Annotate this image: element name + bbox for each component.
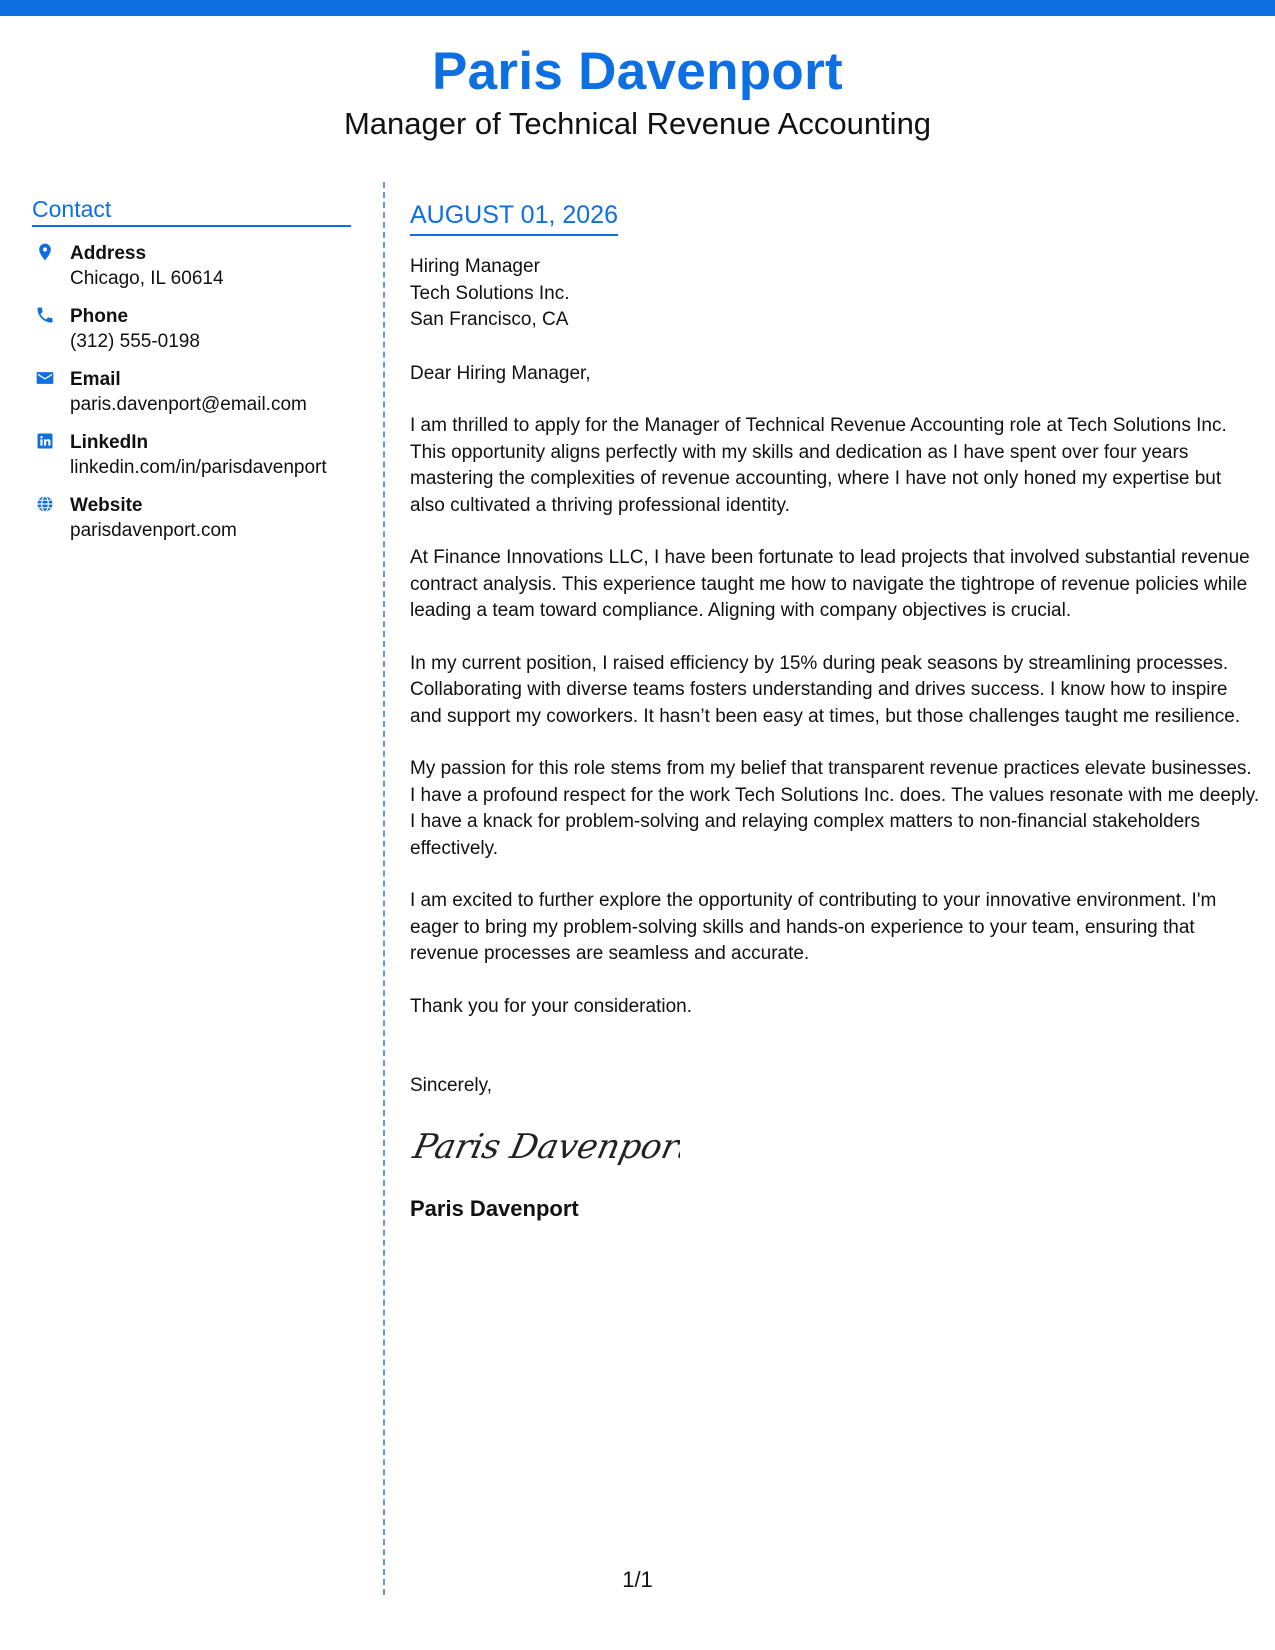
phone-icon: [35, 305, 55, 325]
page-number: 1/1: [622, 1567, 653, 1592]
contact-value: paris.davenport@email.com: [70, 394, 307, 415]
recipient-line: San Francisco, CA: [410, 309, 569, 330]
greeting: Dear Hiring Manager,: [410, 362, 591, 384]
letter-paragraph: I am excited to further explore the opportunity of contributing to your innovative environment. I'm eager to bring my problem-solving skills and hands-on experience to your team, ensuring that revenue processes are seamless and accurate.: [410, 890, 1217, 964]
contact-label: Phone: [70, 306, 129, 327]
contact-item-linkedin: [32, 430, 351, 493]
header: [0, 40, 1275, 144]
signer-name: Paris Davenport: [410, 1195, 579, 1221]
letter-body: [410, 198, 1260, 1222]
location-pin-icon: [35, 242, 55, 262]
recipient-line: Tech Solutions Inc.: [410, 282, 570, 304]
contact-item-address: [32, 241, 351, 304]
contact-value: linkedin.com/in/parisdavenport: [70, 457, 327, 478]
contact-value: Chicago, IL 60614: [70, 268, 224, 289]
email-icon: [35, 368, 55, 388]
column-divider: [383, 182, 385, 1595]
letter-paragraph: At Finance Innovations LLC, I have been fortunate to lead projects that involved substantial revenue contract analysis. This experience taught me how to navigate the tightrope of revenue policies while leading a team toward compliance. Aligning with company objectives is crucial.: [410, 547, 1250, 621]
contact-label: LinkedIn: [70, 432, 149, 453]
contact-value: parisdavenport.com: [70, 520, 237, 541]
contact-heading: Contact: [32, 195, 351, 227]
signature-text: Paris Davenport: [410, 1126, 680, 1167]
sidebar: [32, 195, 351, 556]
closing: Sincerely,: [410, 1075, 493, 1096]
handwritten-signature: [410, 1118, 1260, 1188]
top-accent-bar: [0, 0, 1275, 16]
letter-date: AUGUST 01, 2026: [410, 198, 618, 236]
globe-icon: [35, 494, 55, 514]
linkedin-icon: [35, 431, 55, 451]
letter-paragraph: In my current position, I raised efficiency by 15% during peak seasons by streamlining processes. Collaborating with diverse teams fosters understanding and drives success. I know how to inspire and support my coworkers. It hasn’t been easy at times, but those challenges taught me resilience.: [410, 652, 1241, 727]
contact-item-website: [32, 493, 351, 556]
contact-label: Website: [70, 495, 143, 516]
letter-paragraph: My passion for this role stems from my belief that transparent revenue practices elevate businesses. I have a profound respect for the work Tech Solutions Inc. does. The values resonate with me deeply. I have a knack for problem-solving and relaying complex matters to non-financial stakeholders effectively.: [410, 758, 1260, 859]
recipient-block: [410, 254, 1260, 334]
candidate-name: Paris Davenport: [432, 42, 843, 101]
contact-item-phone: [32, 304, 351, 367]
thanks-line: Thank you for your consideration.: [410, 995, 692, 1017]
contact-list: [32, 241, 351, 556]
contact-label: Email: [70, 369, 121, 390]
letter-paragraph: I am thrilled to apply for the Manager of Technical Revenue Accounting role at Tech Solutions Inc. This opportunity aligns perfectly with my skills and dedication as I have spent over four years mastering the complexities of revenue accounting, where I have not only honed my expertise but also cultivated a thriving professional identity.: [410, 415, 1227, 516]
contact-label: Address: [70, 243, 147, 264]
job-title: Manager of Technical Revenue Accounting: [343, 106, 932, 141]
contact-item-email: [32, 367, 351, 430]
recipient-line: Hiring Manager: [410, 256, 540, 277]
contact-value: (312) 555-0198: [70, 331, 200, 352]
